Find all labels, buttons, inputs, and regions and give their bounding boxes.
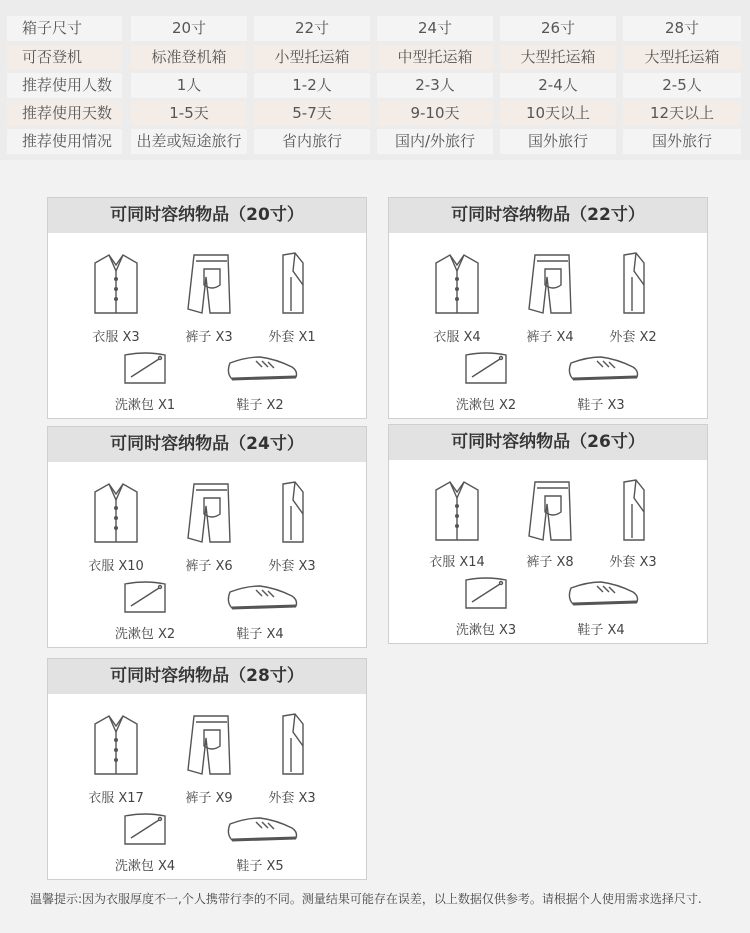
pants-icon (186, 480, 232, 544)
shoes-caption: 鞋子 X2 (236, 398, 284, 413)
capacity-card-20 (47, 197, 367, 419)
table-header-cell: 20寸 (131, 16, 247, 41)
pants-caption: 裤子 X8 (526, 555, 574, 570)
jacket-icon (277, 251, 307, 315)
toiletry-caption: 洗漱包 X2 (114, 627, 176, 642)
table-header-cell: 28寸 (623, 16, 741, 41)
clothes-caption: 衣服 X17 (88, 791, 144, 806)
table-cell: 2-3人 (377, 73, 493, 98)
capacity-card-26 (388, 424, 708, 644)
table-cell: 中型托运箱 (377, 45, 493, 70)
jacket-caption: 外套 X3 (268, 559, 316, 574)
toiletry-bag-icon (462, 351, 510, 385)
shirt-icon (432, 251, 482, 315)
toiletry-caption: 洗漱包 X3 (455, 623, 517, 638)
table-cell: 2-5人 (623, 73, 741, 98)
table-cell: 5-7天 (254, 101, 370, 126)
table-cell: 2-4人 (500, 73, 616, 98)
card-title: 可同时容纳物品（26寸） (451, 432, 645, 452)
table-cell: 国外旅行 (623, 129, 741, 154)
table-cell: 大型托运箱 (623, 45, 741, 70)
pants-caption: 裤子 X6 (185, 559, 233, 574)
shoes-caption: 鞋子 X5 (236, 859, 284, 874)
jacket-caption: 外套 X1 (268, 330, 316, 345)
shirt-icon (91, 251, 141, 315)
pants-icon (186, 251, 232, 315)
pants-icon (186, 712, 232, 776)
jacket-icon (618, 478, 648, 542)
table-header-row (0, 16, 750, 41)
table-row (0, 73, 750, 98)
table-row-label: 推荐使用人数 (7, 73, 122, 98)
toiletry-caption: 洗漱包 X4 (114, 859, 176, 874)
pants-icon (527, 251, 573, 315)
table-row-label: 可否登机 (7, 45, 122, 70)
table-cell: 大型托运箱 (500, 45, 616, 70)
pants-icon (527, 478, 573, 542)
pants-caption: 裤子 X9 (185, 791, 233, 806)
shirt-icon (91, 712, 141, 776)
jacket-icon (277, 480, 307, 544)
clothes-caption: 衣服 X10 (88, 559, 144, 574)
shoes-caption: 鞋子 X3 (577, 398, 625, 413)
card-title: 可同时容纳物品（24寸） (110, 434, 304, 454)
shoe-icon (226, 582, 300, 612)
table-row (0, 45, 750, 70)
shirt-icon (432, 478, 482, 542)
table-cell: 9-10天 (377, 101, 493, 126)
pants-caption: 裤子 X4 (526, 330, 574, 345)
pants-caption: 裤子 X3 (185, 330, 233, 345)
shoe-icon (226, 814, 300, 844)
table-cell: 10天以上 (500, 101, 616, 126)
table-row (0, 129, 750, 154)
capacity-card-24 (47, 426, 367, 648)
table-header-cell: 24寸 (377, 16, 493, 41)
card-title: 可同时容纳物品（28寸） (110, 666, 304, 686)
table-row (0, 101, 750, 126)
table-cell: 国外旅行 (500, 129, 616, 154)
clothes-caption: 衣服 X4 (433, 330, 481, 345)
jacket-caption: 外套 X3 (268, 791, 316, 806)
jacket-caption: 外套 X3 (609, 555, 657, 570)
table-cell: 国内/外旅行 (377, 129, 493, 154)
table-cell: 标准登机箱 (131, 45, 247, 70)
shoes-caption: 鞋子 X4 (236, 627, 284, 642)
card-title: 可同时容纳物品（22寸） (451, 205, 645, 225)
shoe-icon (226, 353, 300, 383)
shoe-icon (567, 578, 641, 608)
table-cell: 1-2人 (254, 73, 370, 98)
table-header-cell: 箱子尺寸 (7, 16, 122, 41)
toiletry-caption: 洗漱包 X1 (114, 398, 176, 413)
capacity-card-22 (388, 197, 708, 419)
toiletry-bag-icon (121, 351, 169, 385)
jacket-icon (618, 251, 648, 315)
shirt-icon (91, 480, 141, 544)
toiletry-bag-icon (121, 580, 169, 614)
jacket-caption: 外套 X2 (609, 330, 657, 345)
table-row-label: 推荐使用天数 (7, 101, 122, 126)
table-cell: 12天以上 (623, 101, 741, 126)
card-title: 可同时容纳物品（20寸） (110, 205, 304, 225)
toiletry-bag-icon (462, 576, 510, 610)
shoe-icon (567, 353, 641, 383)
clothes-caption: 衣服 X14 (429, 555, 485, 570)
capacity-card-28 (47, 658, 367, 880)
clothes-caption: 衣服 X3 (92, 330, 140, 345)
table-row-label: 推荐使用情况 (7, 129, 122, 154)
table-header-cell: 26寸 (500, 16, 616, 41)
table-cell: 出差或短途旅行 (131, 129, 247, 154)
disclaimer-note: 温馨提示:因为衣服厚度不一,个人携带行李的不同。测量结果可能存在误差，以上数据仅供参考。请根据个人使用需求选择尺寸. (30, 892, 702, 906)
jacket-icon (277, 712, 307, 776)
shoes-caption: 鞋子 X4 (577, 623, 625, 638)
toiletry-caption: 洗漱包 X2 (455, 398, 517, 413)
size-comparison-table (0, 0, 750, 160)
table-cell: 省内旅行 (254, 129, 370, 154)
table-cell: 1人 (131, 73, 247, 98)
table-header-cell: 22寸 (254, 16, 370, 41)
table-cell: 小型托运箱 (254, 45, 370, 70)
toiletry-bag-icon (121, 812, 169, 846)
table-cell: 1-5天 (131, 101, 247, 126)
